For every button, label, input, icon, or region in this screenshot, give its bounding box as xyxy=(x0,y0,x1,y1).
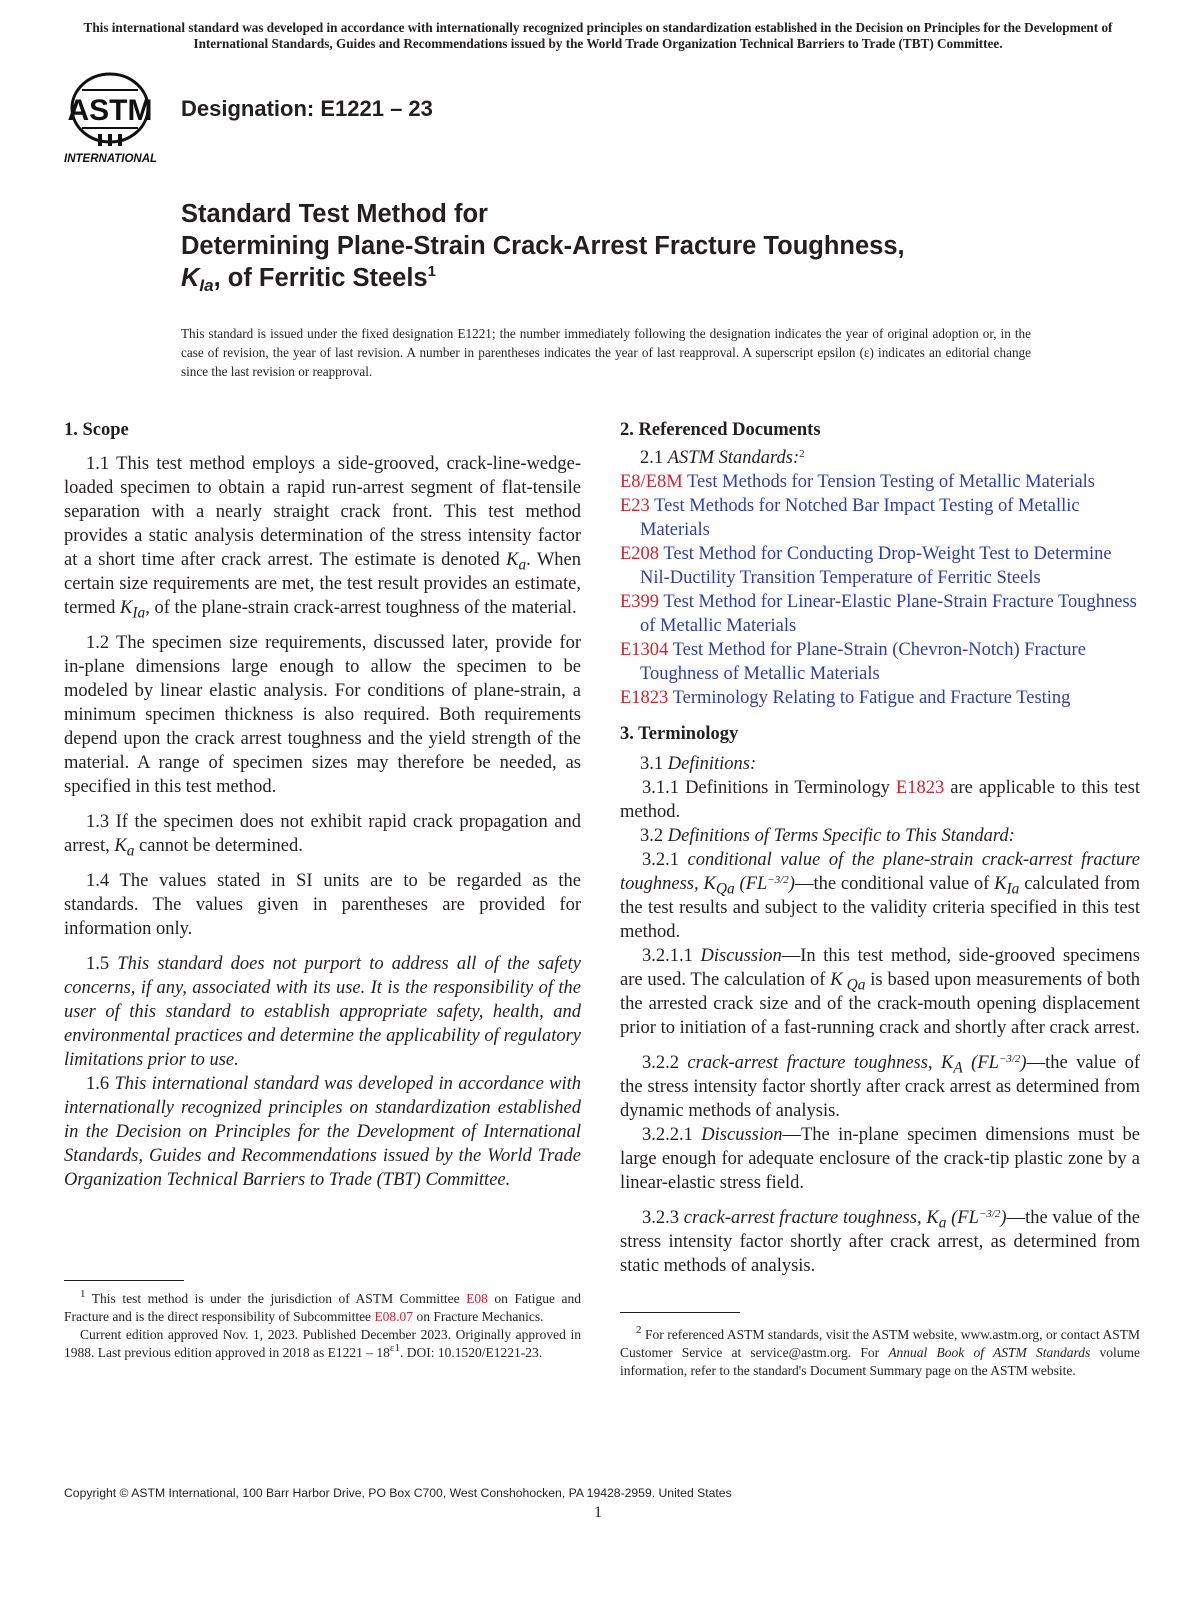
scope-1-3: 1.3 If the specimen does not exhibit rapid crack propagation and arrest, $K_a$ cannot be determined. xyxy=(64,812,581,860)
reference-item[interactable]: E23 Test Methods for Notched Bar Impact Testing of Metallic Materials xyxy=(620,496,1080,540)
astm-logo-icon xyxy=(62,72,172,168)
title-line-3: $K_{Ia}$, of Ferritic Steels$^1$ xyxy=(181,263,436,295)
term-3-1: 3.1 Definitions: xyxy=(640,754,757,774)
title-footnote-mark[interactable]: 1 xyxy=(427,263,436,280)
reference-item[interactable]: E8/E8M Test Methods for Tension Testing of Metallic Materials xyxy=(620,472,1096,492)
left-column xyxy=(64,418,581,1192)
page-number: 1 xyxy=(594,1504,602,1521)
term-3-2-2-1: 3.2.2.1 Discussion—The in-plane specimen dimensions must be large enough for adequate enclosure of the crack-tip plastic zone by a linear-elastic stress field. xyxy=(620,1125,1141,1193)
right-column xyxy=(620,418,1140,1278)
scope-1-1: 1.1 This test method employs a side-grooved, crack-line-wedge-loaded specimen to obtain a rapid run-arrest segment of flat-tensile separation with a nearly straight crack front. This test method provides a static analysis determination of the stress intensity factor at a short time after crack arrest. The estimate is denoted $K_a$. When certain size requirements are met, the test result provides an estimate, termed $K_{Ia}$, of the plane-strain crack-arrest toughness of the material. xyxy=(64,454,581,622)
title-line-2: Determining Plane-Strain Crack-Arrest Fracture Toughness, xyxy=(181,232,905,260)
referenced-heading: 2. Referenced Documents xyxy=(620,420,821,440)
top-notice: This international standard was developed in accordance with internationally recognized principles on standardization established in the Decision on Principles for the Development of International Standards, Guides and Recommendations issued by the World Trade Organization Technical Barriers to Trade (TBT) Committee. xyxy=(83,20,1113,51)
term-3-2: 3.2 Definitions of Terms Specific to This Standard: xyxy=(640,826,1015,846)
scope-1-2: 1.2 The specimen size requirements, discussed later, provide for in-plane dimensions large enough to allow the specimen to be modeled by linear elastic analysis. For conditions of plane-strain, a minimum specimen thickness is also required. Both requirements depend upon the crack arrest toughness and the yield strength of the material. A range of specimen sizes may therefore be needed, as specified in this test method. xyxy=(64,633,581,797)
scope-1-6: 1.6 This international standard was developed in accordance with internationally recognized principles on standardization established in the Decision on Principles for the Development of International Standards, Guides and Recommendations issued by the World Trade Organization Technical Barriers to Trade (TBT) Committee. xyxy=(64,1074,582,1190)
reference-item[interactable]: E1304 Test Method for Plane-Strain (Chevron-Notch) Fracture Toughness of Metallic Materials xyxy=(620,640,1086,684)
terminology-heading: 3. Terminology xyxy=(620,724,739,744)
copyright-line: Copyright © ASTM International, 100 Barr Harbor Drive, PO Box C700, West Conshohocken, PA 19428-2959. United States xyxy=(64,1486,732,1500)
reference-item[interactable]: E208 Test Method for Conducting Drop-Weight Test to Determine Nil-Ductility Transition Temperature of Ferritic Steels xyxy=(620,544,1112,588)
term-3-2-1-1: 3.2.1.1 Discussion—In this test method, side-grooved specimens are used. The calculation of K $_{Qa}$ is based upon measurements of both the arrested crack size and of the crack-mouth opening displacement prior to initiation of a fast-running crack and shortly after crack arrest. xyxy=(620,946,1141,1038)
e1823-link[interactable]: E1823 xyxy=(895,778,945,798)
term-3-2-2: 3.2.2 crack-arrest fracture toughness, $K_A$ $(FL^{-3/2})—the$ value of the stress intensity factor shortly after crack arrest as determined from dynamic methods of analysis. xyxy=(620,1053,1140,1121)
reference-item[interactable]: E1823 Terminology Relating to Fatigue and Fracture Testing xyxy=(620,688,1071,708)
title-line-1: Standard Test Method for xyxy=(181,200,488,228)
reference-item[interactable]: E399 Test Method for Linear-Elastic Plane-Strain Fracture Toughness of Metallic Materials xyxy=(620,592,1137,636)
logo-label: INTERNATIONAL xyxy=(64,153,158,165)
scope-heading: 1. Scope xyxy=(64,420,129,440)
logo-wordmark: ASTM xyxy=(67,94,153,127)
scope-1-4: 1.4 The values stated in SI units are to be regarded as the standards. The values given in parentheses are provided for information only. xyxy=(64,871,581,939)
designation: Designation: E1221 – 23 xyxy=(181,96,433,121)
e08-07-link[interactable]: E08.07 xyxy=(374,1309,414,1324)
term-3-1-1: 3.1.1 Definitions in Terminology E1823 are applicable to this test method. xyxy=(620,778,1140,822)
reference-list xyxy=(620,470,1140,710)
astm-standards-subheading: 2.1 ASTM Standards:$^2$ xyxy=(640,448,805,468)
document-title xyxy=(181,198,1081,294)
e08-link[interactable]: E08 xyxy=(466,1291,488,1306)
term-3-2-3: 3.2.3 crack-arrest fracture toughness, $K_a$ $(FL^{-3/2})—the$ value of the stress intensity factor shortly after crack arrest, as determined from static methods of analysis. xyxy=(620,1208,1141,1276)
term-3-2-1: 3.2.1 conditional value of the plane-strain crack-arrest fracture toughness, $K_{Qa}$ $(FL^{-3/2})—the$ conditional value of $K_{Ia}$ calculated from the test results and subject to the validity criteria specified in this test method. xyxy=(620,850,1141,942)
footnote-divider xyxy=(64,1280,184,1281)
footnote-1: $^1$ This test method is under the jurisdiction of ASTM Committee E08 on Fatigue and Fracture and is the direct responsibility of Subcommittee E08.07 on Fracture Mechanics. Current edition approved Nov. 1, 2023. Published December 2023. Originally approved in 1988. Last previous edition approved in 2018 as $E1221 - 18^{\varepsilon 1}$. DOI: 10.1520/E1221-23. xyxy=(64,1288,581,1360)
footnote-2: $^2$ For referenced ASTM standards, visit the ASTM website, www.astm.org, or contact ASTM Customer Service at service@astm.org. For Annual Book of ASTM Standards volume information, refer to the standard's Document Summary page on the ASTM website. xyxy=(620,1324,1140,1378)
issued-note: This standard is issued under the fixed designation E1221; the number immediately following the designation indicates the year of original adoption or, in the case of revision, the year of last revision. A number in parentheses indicates the year of last reapproval. A superscript epsilon (ε) indicates an editorial change since the last revision or reapproval. xyxy=(181,326,1031,379)
astm-logo xyxy=(62,72,172,168)
scope-1-5: 1.5 This standard does not purport to address all of the safety concerns, if any, associated with its use. It is the responsibility of the user of this standard to establish appropriate safety, health, and environmental practices and determine the applicability of regulatory limitations prior to use. xyxy=(64,954,581,1070)
footnote-divider xyxy=(620,1312,740,1313)
